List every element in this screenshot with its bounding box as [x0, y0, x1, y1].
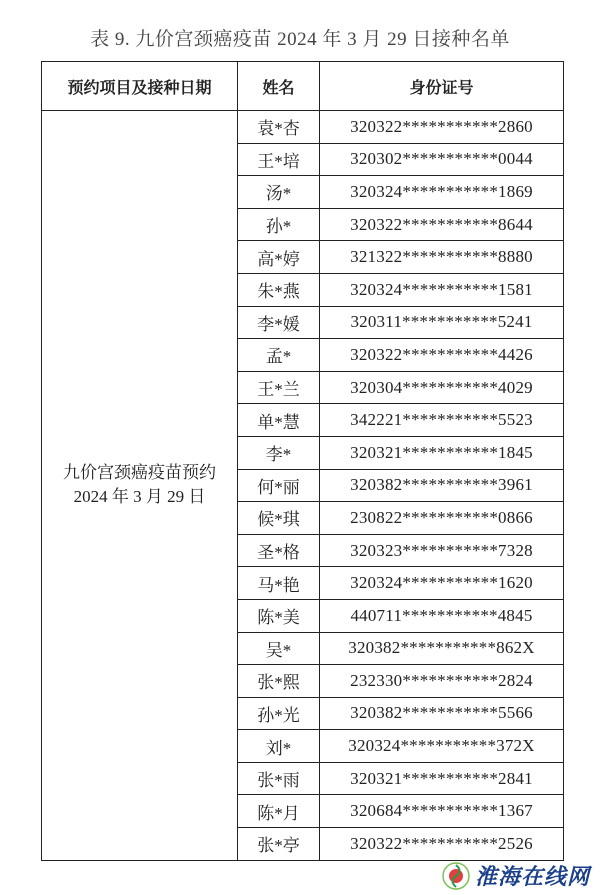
- id-number-cell: 320324***********1581: [320, 273, 564, 306]
- table-header-row: [42, 62, 564, 111]
- table-row: [42, 111, 564, 144]
- id-number-cell: 320302***********0044: [320, 143, 564, 176]
- id-number-cell: 320382***********5566: [320, 697, 564, 730]
- name-cell: 张*雨: [238, 762, 320, 795]
- name-cell: 陈*美: [238, 599, 320, 632]
- document-title: 表 9. 九价宫颈癌疫苗 2024 年 3 月 29 日接种名单: [90, 29, 510, 50]
- site-watermark: [441, 860, 590, 891]
- name-cell: 高*婷: [238, 241, 320, 274]
- header-id-number: 身份证号: [320, 62, 564, 111]
- name-cell: 孙*: [238, 208, 320, 241]
- name-cell: 候*琪: [238, 502, 320, 535]
- table-body: [42, 111, 564, 861]
- name-cell: 张*熙: [238, 665, 320, 698]
- vaccination-date: 2024 年 3 月 29 日: [73, 487, 206, 507]
- name-cell: 王*兰: [238, 371, 320, 404]
- id-number-cell: 320304***********4029: [320, 371, 564, 404]
- name-cell: 李*媛: [238, 306, 320, 339]
- site-logo-icon: [441, 861, 471, 891]
- id-number-cell: 320323***********7328: [320, 534, 564, 567]
- name-cell: 刘*: [238, 730, 320, 763]
- name-cell: 朱*燕: [238, 273, 320, 306]
- id-number-cell: 320324***********1620: [320, 567, 564, 600]
- id-number-cell: 320322***********8644: [320, 208, 564, 241]
- id-number-cell: 342221***********5523: [320, 404, 564, 437]
- name-cell: 吴*: [238, 632, 320, 665]
- project-name: 九价宫颈癌疫苗预约: [63, 463, 216, 483]
- name-cell: 何*丽: [238, 469, 320, 502]
- id-number-cell: 230822***********0866: [320, 502, 564, 535]
- id-number-cell: 320324***********1869: [320, 176, 564, 209]
- name-cell: 圣*格: [238, 534, 320, 567]
- id-number-cell: 232330***********2824: [320, 665, 564, 698]
- name-cell: 汤*: [238, 176, 320, 209]
- id-number-cell: 320321***********1845: [320, 436, 564, 469]
- id-number-cell: 440711***********4845: [320, 599, 564, 632]
- id-number-cell: 320321***********2841: [320, 762, 564, 795]
- project-date-cell: [42, 111, 238, 861]
- watermark-text: 淮海在线网: [474, 864, 590, 890]
- name-cell: 李*: [238, 436, 320, 469]
- id-number-cell: 320322***********2860: [320, 111, 564, 144]
- id-number-cell: 321322***********8880: [320, 241, 564, 274]
- header-name: 姓名: [238, 62, 320, 111]
- name-cell: 孟*: [238, 339, 320, 372]
- id-number-cell: 320322***********2526: [320, 828, 564, 861]
- id-number-cell: 320382***********3961: [320, 469, 564, 502]
- id-number-cell: 320382***********862X: [320, 632, 564, 665]
- name-cell: 孙*光: [238, 697, 320, 730]
- id-number-cell: 320311***********5241: [320, 306, 564, 339]
- id-number-cell: 320324***********372X: [320, 730, 564, 763]
- id-number-cell: 320322***********4426: [320, 339, 564, 372]
- name-cell: 王*培: [238, 143, 320, 176]
- name-cell: 张*亭: [238, 828, 320, 861]
- name-cell: 袁*杏: [238, 111, 320, 144]
- name-cell: 单*慧: [238, 404, 320, 437]
- name-cell: 陈*月: [238, 795, 320, 828]
- header-project-date: 预约项目及接种日期: [42, 62, 238, 111]
- vaccination-roster-table: [41, 61, 564, 861]
- id-number-cell: 320684***********1367: [320, 795, 564, 828]
- name-cell: 马*艳: [238, 567, 320, 600]
